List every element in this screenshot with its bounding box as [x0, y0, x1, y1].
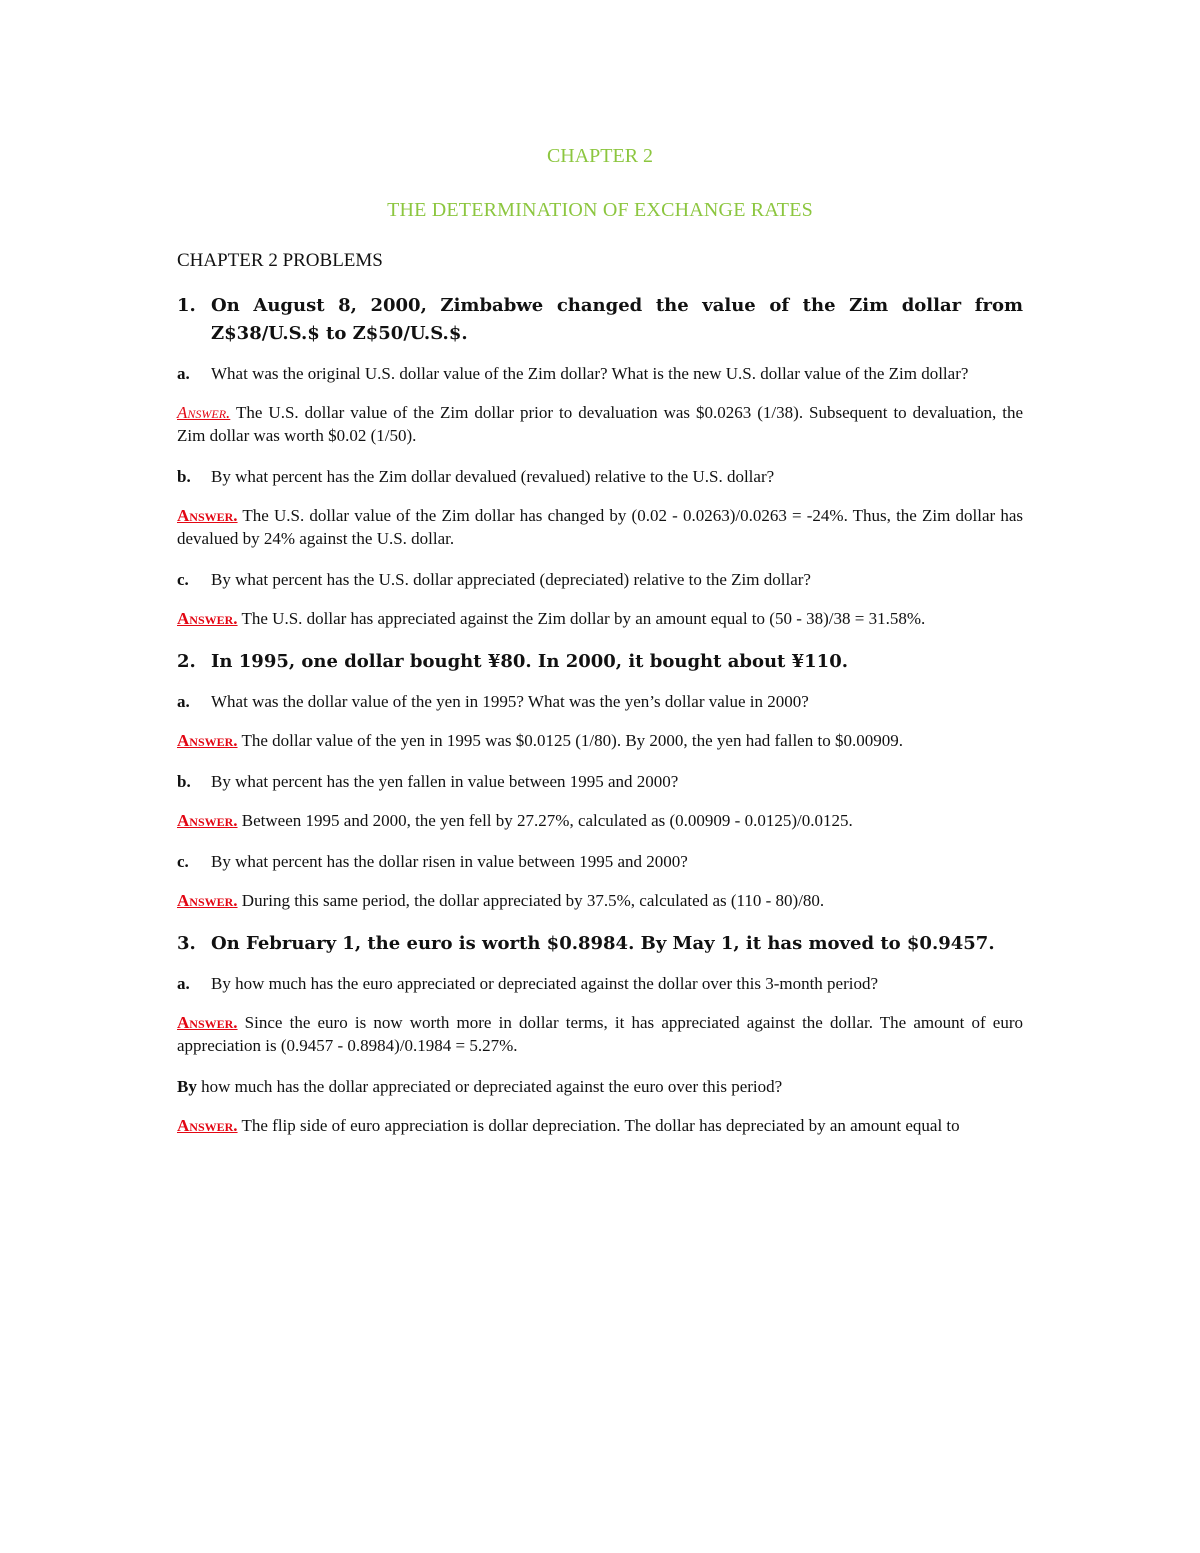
question-label: b. [177, 467, 191, 486]
answer-3b [177, 1114, 1023, 1137]
answer-text: The U.S. dollar has appreciated against the Zim dollar by an amount equal to (50 - 38)/38 = 31.58%. [237, 609, 926, 628]
question-label: c. [177, 570, 189, 589]
problem-number: 2. [177, 651, 196, 672]
problem-text: In 1995, one dollar bought ¥80. In 2000, it bought about ¥110. [211, 651, 848, 672]
answer-2a [177, 729, 1023, 752]
question-text: how much has the dollar appreciated or depreciated against the euro over this period? [196, 1077, 783, 1096]
answer-label: Answer. [177, 1013, 238, 1032]
answer-label: Answer. [177, 891, 238, 910]
answer-1b [177, 504, 1023, 550]
answer-text: The flip side of euro appreciation is dollar depreciation. The dollar has depreciated by an amount equal to [237, 1116, 960, 1135]
question-text: By what percent has the Zim dollar devalued (revalued) relative to the U.S. dollar? [211, 467, 775, 486]
answer-label: Answer. [177, 811, 238, 830]
question-2c [177, 850, 1023, 873]
question-text: What was the dollar value of the yen in 1995? What was the yen’s dollar value in 2000? [211, 692, 809, 711]
answer-label: Answer. [177, 403, 231, 422]
question-text: What was the original U.S. dollar value of the Zim dollar? What is the new U.S. dollar value of the Zim dollar? [211, 364, 969, 383]
answer-1a [177, 401, 1023, 447]
problem-number: 3. [177, 933, 196, 954]
answer-2c [177, 889, 1023, 912]
answer-label: Answer. [177, 1116, 238, 1135]
problem-1 [177, 292, 1023, 348]
answer-text: Between 1995 and 2000, the yen fell by 27.27%, calculated as (0.00909 - 0.0125)/0.0125. [237, 811, 853, 830]
document-content [177, 142, 1023, 1155]
answer-1c [177, 607, 1023, 630]
answer-text: The U.S. dollar value of the Zim dollar has changed by (0.02 - 0.0263)/0.0263 = -24%. Thus, the Zim dollar has devalued by 24% against the U.S. dollar. [177, 506, 1023, 548]
question-3a [177, 972, 1023, 995]
question-label: a. [177, 974, 190, 993]
question-label: b. [177, 772, 191, 791]
question-text: By what percent has the U.S. dollar appreciated (depreciated) relative to the Zim dollar? [211, 570, 811, 589]
problem-3 [177, 930, 1023, 958]
question-2a [177, 690, 1023, 713]
problem-text: On August 8, 2000, Zimbabwe changed the value of the Zim dollar from Z$38/U.S.$ to Z$50/U.S.$. [211, 295, 1023, 344]
answer-text: The U.S. dollar value of the Zim dollar prior to devaluation was $0.0263 (1/38). Subsequent to devaluation, the Zim dollar was worth $0.02 (1/50). [177, 403, 1023, 445]
problem-number: 1. [177, 295, 196, 316]
question-text: By what percent has the yen fallen in value between 1995 and 2000? [211, 772, 679, 791]
question-2b [177, 770, 1023, 793]
question-3b [177, 1075, 1023, 1098]
chapter-number: CHAPTER 2 [546, 145, 654, 167]
question-1b [177, 465, 1023, 488]
chapter-title: THE DETERMINATION OF EXCHANGE RATES [387, 199, 813, 221]
question-label: c. [177, 852, 189, 871]
answer-label: Answer. [177, 731, 238, 750]
problem-text: On February 1, the euro is worth $0.8984. By May 1, it has moved to $0.9457. [211, 933, 995, 954]
answer-text: The dollar value of the yen in 1995 was $0.0125 (1/80). By 2000, the yen had fallen to $0.00909. [237, 731, 903, 750]
problem-2 [177, 648, 1023, 676]
answer-text: Since the euro is now worth more in dollar terms, it has appreciated against the dollar. The amount of euro appreciation is (0.9457 - 0.8984)/0.1984 = 5.27%. [177, 1013, 1023, 1055]
answer-label: Answer. [177, 609, 238, 628]
question-label: a. [177, 692, 190, 711]
question-1a [177, 362, 1023, 385]
question-1c [177, 568, 1023, 591]
answer-3a [177, 1011, 1023, 1057]
question-lead: By [177, 1077, 197, 1096]
question-text: By what percent has the dollar risen in value between 1995 and 2000? [211, 852, 688, 871]
answer-2b [177, 809, 1023, 832]
section-heading: CHAPTER 2 PROBLEMS [177, 250, 383, 271]
question-text: By how much has the euro appreciated or depreciated against the dollar over this 3-month period? [211, 974, 879, 993]
answer-text: During this same period, the dollar appreciated by 37.5%, calculated as (110 - 80)/80. [237, 891, 825, 910]
question-label: a. [177, 364, 190, 383]
answer-label: Answer. [177, 506, 238, 525]
